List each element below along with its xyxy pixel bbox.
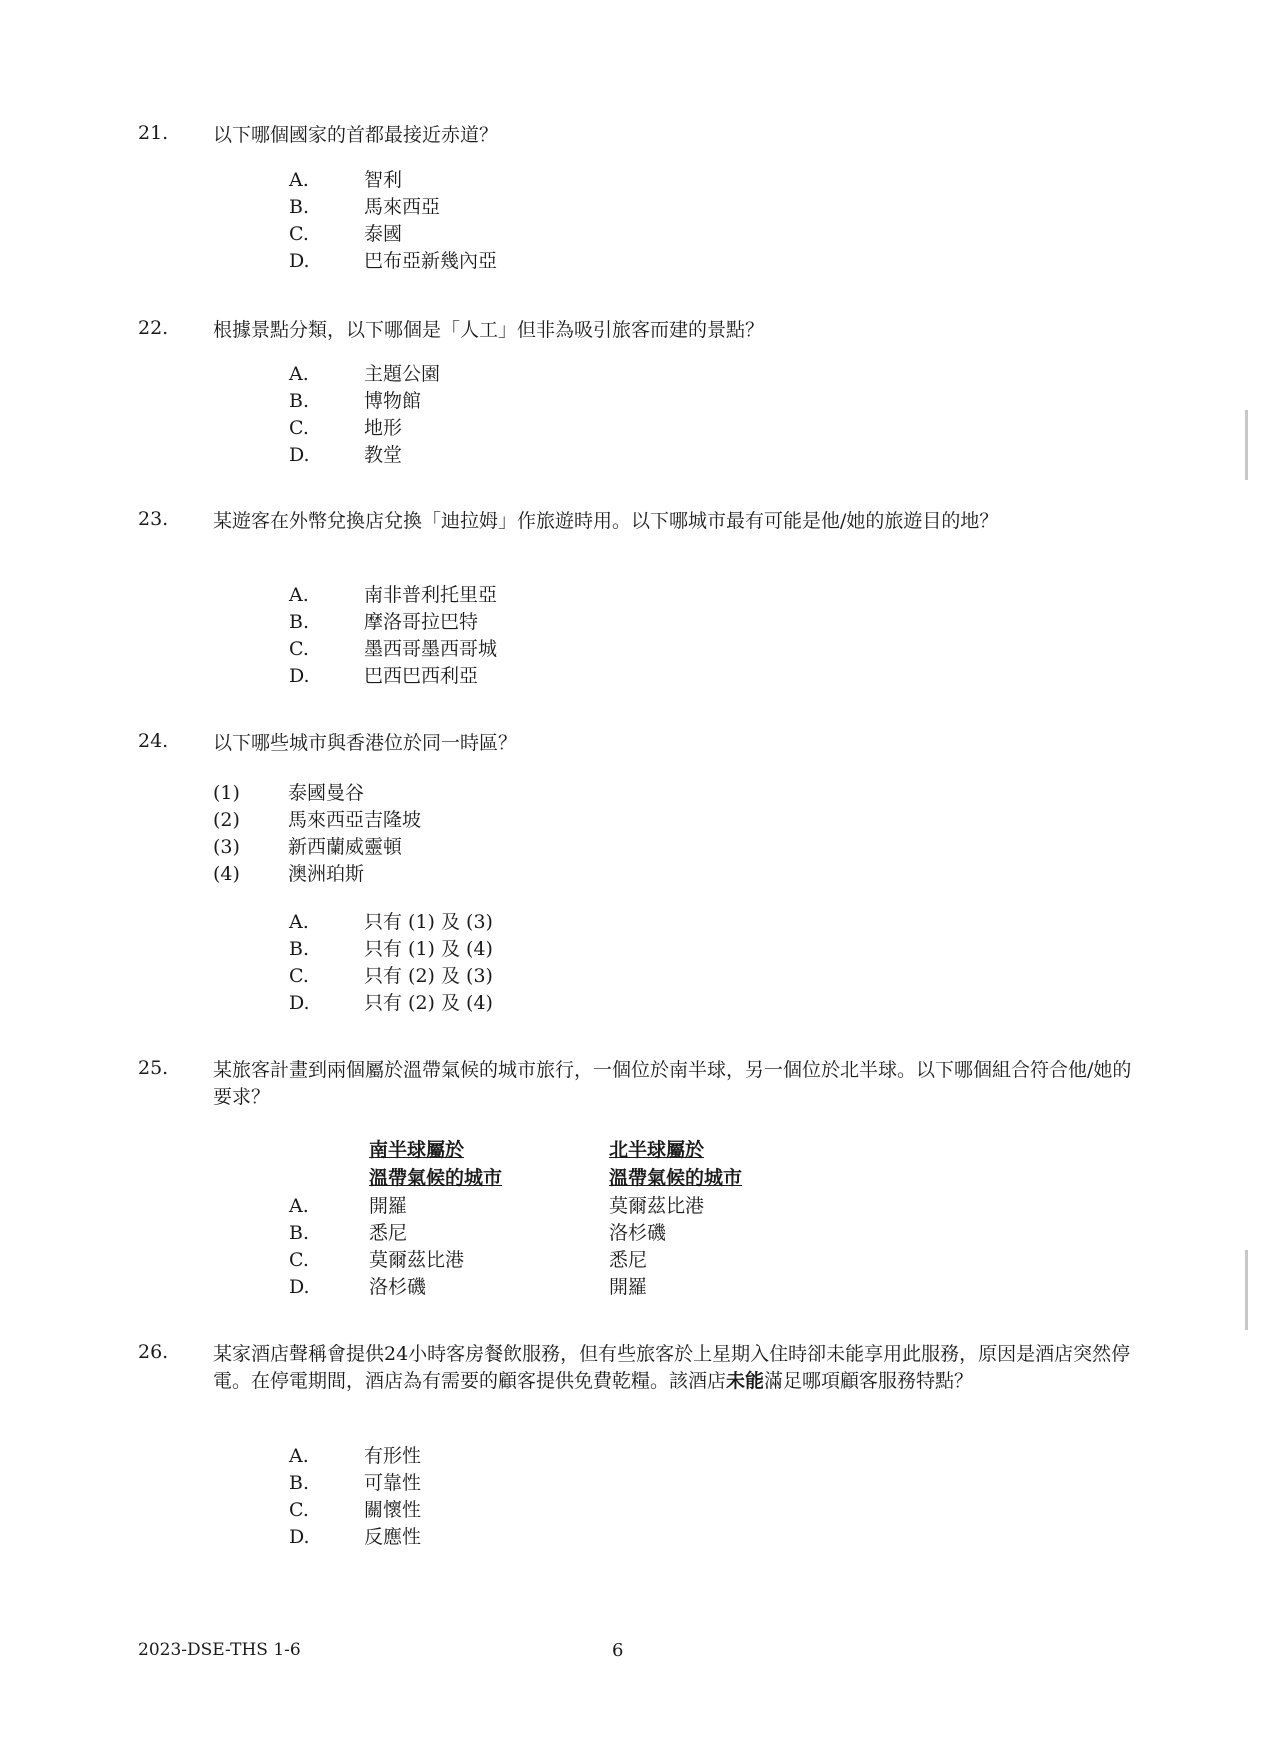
option-text: 關懷性 — [364, 1499, 422, 1521]
statement-text: 新西蘭威靈頓 — [288, 836, 403, 858]
option-text: 只有 (1) 及 (3) — [364, 911, 493, 933]
table-cell-north: 洛杉磯 — [609, 1222, 667, 1244]
option-label: C. — [289, 1499, 309, 1521]
option-text: 主題公園 — [364, 363, 441, 385]
option-label: D. — [289, 1526, 310, 1548]
question-24 — [138, 730, 1146, 770]
statement-label: (4) — [213, 863, 240, 885]
question-text: 以下哪些城市與香港位於同一時區？ — [213, 732, 518, 754]
question-26 — [138, 1341, 1146, 1431]
table-row-label: A. — [289, 1195, 309, 1217]
option-label: C. — [289, 417, 309, 439]
table-cell-north: 悉尼 — [609, 1249, 648, 1271]
question-text-part: 滿足哪項顧客服務特點？ — [764, 1370, 974, 1392]
question-text-emphasis: 未能 — [726, 1370, 765, 1392]
option-label: D. — [289, 665, 310, 687]
option-label: D. — [289, 992, 310, 1014]
question-number: 21. — [138, 122, 169, 144]
option-label: C. — [289, 965, 309, 987]
option-text: 南非普利托里亞 — [364, 584, 498, 606]
option-label: A. — [289, 363, 309, 385]
option-label: B. — [289, 390, 310, 412]
statement-text: 馬來西亞吉隆坡 — [288, 809, 422, 831]
table-cell-north: 莫爾茲比港 — [609, 1195, 705, 1217]
question-text: 某旅客計畫到兩個屬於溫帶氣候的城市旅行，一個位於南半球，另一個位於北半球。以下哪個組合符合他/她的要求？ — [213, 1059, 1132, 1108]
statement-text: 泰國曼谷 — [288, 782, 365, 804]
option-label: A. — [289, 1445, 309, 1467]
option-label: A. — [289, 584, 309, 606]
option-text: 地形 — [364, 417, 403, 439]
question-text: 根據景點分類，以下哪個是「人工」但非為吸引旅客而建的景點？ — [213, 319, 765, 341]
table-header-south-line1: 南半球屬於 — [369, 1139, 465, 1161]
question-22 — [138, 317, 1146, 357]
question-text: 某遊客在外幣兌換店兌換「迪拉姆」作旅遊時用。以下哪城市最有可能是他/她的旅遊目的地？ — [213, 510, 999, 532]
option-text: 巴布亞新幾內亞 — [364, 250, 498, 272]
option-text: 墨西哥墨西哥城 — [364, 638, 498, 660]
option-label: A. — [289, 169, 309, 191]
table-row-label: B. — [289, 1222, 310, 1244]
statement-label: (3) — [213, 836, 240, 858]
question-number: 24. — [138, 730, 169, 752]
option-text: 反應性 — [364, 1526, 422, 1548]
option-text: 可靠性 — [364, 1472, 422, 1494]
question-number: 26. — [138, 1341, 169, 1363]
table-cell-south: 悉尼 — [369, 1222, 408, 1244]
table-cell-south: 開羅 — [369, 1195, 408, 1217]
page-number: 6 — [612, 1640, 624, 1661]
table-cell-north: 開羅 — [609, 1276, 648, 1298]
option-label: D. — [289, 250, 310, 272]
scan-edge-mark — [1245, 1250, 1248, 1330]
option-label: C. — [289, 638, 309, 660]
table-cell-south: 洛杉磯 — [369, 1276, 427, 1298]
table-row-label: C. — [289, 1249, 309, 1271]
table-row-label: D. — [289, 1276, 310, 1298]
table-cell-south: 莫爾茲比港 — [369, 1249, 465, 1271]
option-text: 博物館 — [364, 390, 422, 412]
statement-label: (1) — [213, 782, 240, 804]
option-text: 智利 — [364, 169, 403, 191]
option-label: B. — [289, 611, 310, 633]
scan-edge-mark — [1245, 410, 1248, 480]
option-text: 只有 (2) 及 (4) — [364, 992, 493, 1014]
question-25 — [138, 1057, 1146, 1117]
question-text-part: 某家酒店聲稱會提供24小時客房餐飲服務，但有些旅客於上星期入住時卻未能享用此服務，原因是酒店突然停電。在停電期間，酒店為有需要的顧客提供免費乾糧。該酒店 — [213, 1343, 1131, 1392]
question-number: 23. — [138, 508, 169, 530]
option-label: D. — [289, 444, 310, 466]
question-23 — [138, 508, 1146, 568]
option-text: 只有 (1) 及 (4) — [364, 938, 493, 960]
option-text: 泰國 — [364, 223, 403, 245]
option-label: A. — [289, 911, 309, 933]
table-header-north-line2: 溫帶氣候的城市 — [609, 1167, 743, 1189]
option-label: B. — [289, 196, 310, 218]
option-text: 馬來西亞 — [364, 196, 441, 218]
question-text — [213, 1341, 1146, 1395]
option-text: 摩洛哥拉巴特 — [364, 611, 479, 633]
table-header-south-line2: 溫帶氣候的城市 — [369, 1167, 503, 1189]
question-number: 22. — [138, 317, 169, 339]
question-text: 以下哪個國家的首都最接近赤道？ — [213, 124, 499, 146]
option-text: 教堂 — [364, 444, 403, 466]
statement-label: (2) — [213, 809, 240, 831]
option-text: 巴西巴西利亞 — [364, 665, 479, 687]
option-label: B. — [289, 938, 310, 960]
option-text: 有形性 — [364, 1445, 422, 1467]
option-label: B. — [289, 1472, 310, 1494]
option-label: C. — [289, 223, 309, 245]
statement-text: 澳洲珀斯 — [288, 863, 365, 885]
option-text: 只有 (2) 及 (3) — [364, 965, 493, 987]
table-header-north-line1: 北半球屬於 — [609, 1139, 705, 1161]
question-number: 25. — [138, 1057, 169, 1079]
paper-code: 2023-DSE-THS 1-6 — [138, 1640, 301, 1660]
